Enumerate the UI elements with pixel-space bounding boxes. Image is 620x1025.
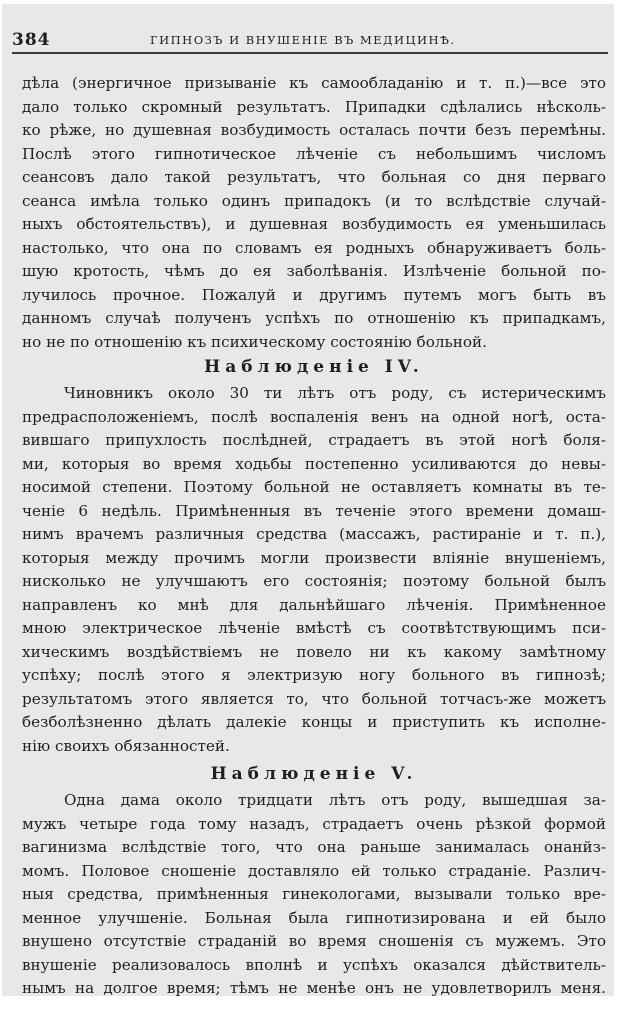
text-line: внушеніе реализовалось вполнѣ и успѣхъ оказался дѣйствитель- [22, 955, 606, 974]
header-rule [12, 52, 608, 54]
text-line: безболѣзненно дѣлать далекіе концы и приступить къ исполне- [22, 713, 606, 731]
text-line: менное улучшеніе. Больная была гипнотизирована и ей было [22, 908, 606, 927]
text-line: Послѣ этого гипнотическое лѣченіе съ небольшимъ числомъ [22, 144, 606, 163]
text-line: результатомъ этого является то, что больной тотчасъ-же можетъ [22, 689, 606, 708]
text-line: ко рѣже, но душевная возбудимость осталась почти безъ перемѣны. [22, 121, 606, 139]
section-heading-observation-4: Наблюденіе IV. [204, 357, 424, 377]
page-number: 384 [12, 30, 51, 50]
book-page [2, 4, 614, 996]
text-line: носимой степени. Поэтому больной не оставляетъ комнаты въ те- [22, 478, 606, 496]
running-title: ГИПНОЗЪ И ВНУШЕНІЕ ВЪ МЕДИЦИНѢ. [150, 33, 456, 47]
text-line: хическимъ воздѣйствіемъ не повело ни къ какому замѣтному [22, 642, 606, 661]
text-line: сеансовъ дало такой результатъ, что больная со дня перваго [22, 168, 606, 186]
text-line: Чиновникъ около 30 ти лѣтъ отъ роду, съ истерическимъ [64, 384, 606, 402]
paragraph-observation-5 [22, 789, 606, 1001]
text-line: нимъ врачемъ различныя средства (массажъ, растираніе и т. п.), [22, 525, 606, 543]
text-line: внушено отсутствіе страданій во время сношенія съ мужемъ. Это [22, 932, 606, 950]
text-line: вагинизма вслѣдствіе того, что она раньше занималась онанйз- [22, 838, 606, 856]
text-line: успѣху; послѣ этого я электризую ногу больного въ гипнозѣ; [22, 666, 606, 684]
text-line: нисколько не улучшаютъ его состоянія; поэтому больной былъ [22, 572, 606, 590]
text-line: ныя средства, примѣненныя гинекологами, вызывали только вре- [22, 885, 606, 903]
section-heading-observation-5: Наблюденіе V. [210, 764, 418, 784]
text-line: мною электрическое лѣченіе вмѣстѣ съ соотвѣтствующимъ пси- [22, 619, 606, 637]
text-line: Одна дама около тридцати лѣтъ отъ роду, вышедшая за- [64, 791, 606, 809]
running-head [12, 30, 608, 52]
text-line: дѣла (энергичное призываніе къ самообладанію и т. п.)—все это [22, 74, 606, 92]
text-line: нію своихъ обязанностей. [22, 736, 230, 755]
text-line: которыя между прочимъ могли произвести вліяніе внушеніемъ, [22, 548, 606, 567]
text-line: направленъ ко мнѣ для дальнѣйшаго лѣченія. Примѣненное [22, 595, 606, 614]
text-line: момъ. Половое сношеніе доставляло ей только страданіе. Различ- [22, 861, 606, 880]
text-line: лучилось прочное. Пожалуй и другимъ путемъ могъ быть въ [22, 285, 606, 304]
text-line: настолько, что она по словамъ ея родныхъ обнаруживаетъ боль- [22, 238, 606, 257]
paragraph-continuation [22, 72, 606, 354]
text-line: нымъ на долгое время; тѣмъ не менѣе онъ не удовлетворилъ меня. [22, 979, 606, 997]
text-line: но не по отношенію къ психическому состоянію больной. [22, 332, 487, 351]
text-line: ми, которыя во время ходьбы постепенно усиливаются до невы- [22, 454, 606, 473]
text-line: мужъ четыре года тому назадъ, страдаетъ очень рѣзкой формой [22, 814, 606, 833]
text-line: шую кротость, чѣмъ до ея заболѣванія. Излѣченіе больной по- [22, 262, 606, 280]
paragraph-observation-4 [22, 382, 606, 758]
text-line: сеанса имѣла только одинъ припадокъ (и то вслѣдствіе случай- [22, 191, 606, 210]
text-line: данномъ случаѣ полученъ успѣхъ по отношенію къ припадкамъ, [22, 309, 606, 327]
text-line: предрасположеніемъ, послѣ воспаленія венъ на одной ногѣ, оста- [22, 407, 606, 426]
text-line: ченіе 6 недѣль. Примѣненныя въ теченіе этого времени домаш- [22, 501, 606, 520]
text-line: дало только скромный результатъ. Припадки сдѣлались нѣсколь- [22, 97, 606, 116]
text-line: ныхъ обстоятельствъ), и душевная возбудимость ея уменьшилась [22, 215, 606, 233]
text-line: вившаго припухлость послѣдней, страдаетъ въ этой ногѣ боля- [22, 431, 606, 449]
